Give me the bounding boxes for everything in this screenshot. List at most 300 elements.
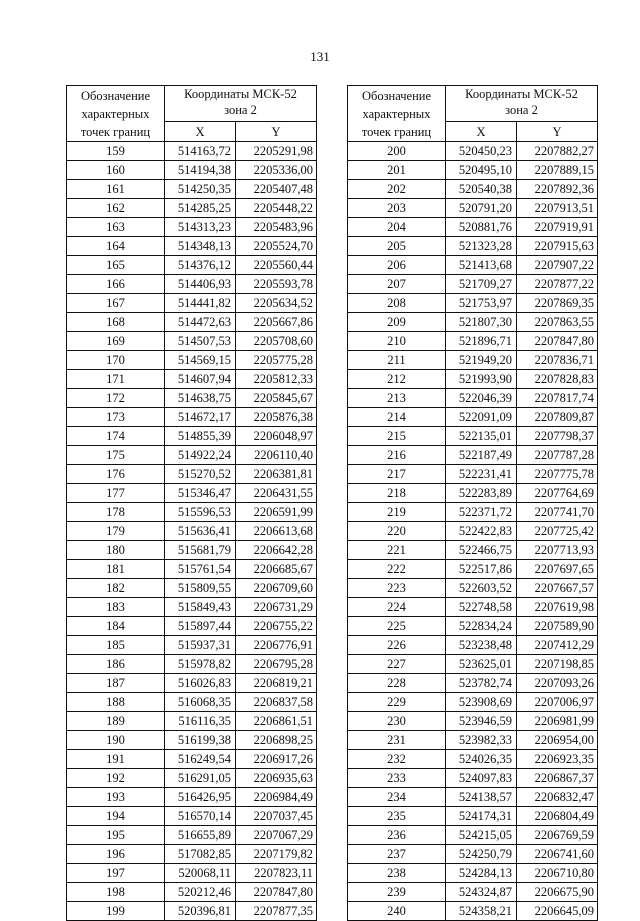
table-row [67, 845, 317, 864]
point-number-cell: 210 [348, 332, 446, 351]
point-number-cell: 177 [67, 484, 165, 503]
x-coordinate-cell: 515346,47 [165, 484, 236, 503]
table-row [67, 712, 317, 731]
x-coordinate-cell: 514348,13 [165, 237, 236, 256]
x-coordinate-cell: 516291,05 [165, 769, 236, 788]
x-coordinate-cell: 514922,24 [165, 446, 236, 465]
y-coordinate-cell: 2207847,80 [236, 883, 317, 902]
point-number-cell: 197 [67, 864, 165, 883]
point-number-cell: 161 [67, 180, 165, 199]
table-row [67, 199, 317, 218]
x-coordinate-cell: 524358,21 [446, 902, 517, 921]
table-row [67, 142, 317, 161]
header-point-line: характерных [362, 107, 431, 121]
table-row [67, 522, 317, 541]
x-coordinate-cell: 524215,05 [446, 826, 517, 845]
x-coordinate-cell: 522834,24 [446, 617, 517, 636]
x-coordinate-cell: 514507,53 [165, 332, 236, 351]
header-system-line: зона 2 [505, 103, 538, 117]
x-coordinate-cell: 522135,01 [446, 427, 517, 446]
point-number-cell: 221 [348, 541, 446, 560]
x-coordinate-cell: 522422,83 [446, 522, 517, 541]
point-number-cell: 174 [67, 427, 165, 446]
y-coordinate-cell: 2205336,00 [236, 161, 317, 180]
x-coordinate-cell: 520396,81 [165, 902, 236, 921]
y-coordinate-cell: 2206917,26 [236, 750, 317, 769]
table-row [67, 541, 317, 560]
point-number-cell: 179 [67, 522, 165, 541]
x-coordinate-cell: 515636,41 [165, 522, 236, 541]
x-coordinate-cell: 521753,97 [446, 294, 517, 313]
x-coordinate-cell: 524324,87 [446, 883, 517, 902]
y-coordinate-cell: 2207877,35 [236, 902, 317, 921]
table-row [67, 864, 317, 883]
y-coordinate-cell: 2205845,67 [236, 389, 317, 408]
x-coordinate-cell: 516068,35 [165, 693, 236, 712]
header-x: X [165, 122, 236, 142]
point-number-cell: 215 [348, 427, 446, 446]
x-coordinate-cell: 514569,15 [165, 351, 236, 370]
table-row [67, 389, 317, 408]
x-coordinate-cell: 523982,33 [446, 731, 517, 750]
x-coordinate-cell: 521896,71 [446, 332, 517, 351]
table-row [348, 788, 598, 807]
y-coordinate-cell: 2207725,42 [517, 522, 598, 541]
y-coordinate-cell: 2206984,49 [236, 788, 317, 807]
point-number-cell: 171 [67, 370, 165, 389]
table-row [67, 465, 317, 484]
point-number-cell: 199 [67, 902, 165, 921]
x-coordinate-cell: 524250,79 [446, 845, 517, 864]
y-coordinate-cell: 2205593,78 [236, 275, 317, 294]
table-row [348, 579, 598, 598]
table-row [67, 275, 317, 294]
y-coordinate-cell: 2206795,28 [236, 655, 317, 674]
table-row [67, 788, 317, 807]
y-coordinate-cell: 2207889,15 [517, 161, 598, 180]
page-number: 131 [310, 49, 330, 64]
x-coordinate-cell: 514607,94 [165, 370, 236, 389]
point-number-cell: 230 [348, 712, 446, 731]
table-body-left [67, 142, 317, 921]
point-number-cell: 183 [67, 598, 165, 617]
point-number-cell: 204 [348, 218, 446, 237]
x-coordinate-cell: 523625,01 [446, 655, 517, 674]
table-row [67, 617, 317, 636]
table-row [348, 275, 598, 294]
table-row [348, 237, 598, 256]
y-coordinate-cell: 2206741,60 [517, 845, 598, 864]
y-coordinate-cell: 2205483,96 [236, 218, 317, 237]
x-coordinate-cell: 520791,20 [446, 199, 517, 218]
point-number-cell: 194 [67, 807, 165, 826]
table-row [67, 826, 317, 845]
y-coordinate-cell: 2207836,71 [517, 351, 598, 370]
table-row [348, 332, 598, 351]
table-row [67, 769, 317, 788]
point-number-cell: 185 [67, 636, 165, 655]
y-coordinate-cell: 2207877,22 [517, 275, 598, 294]
point-number-cell: 223 [348, 579, 446, 598]
point-number-cell: 165 [67, 256, 165, 275]
y-coordinate-cell: 2206898,25 [236, 731, 317, 750]
point-number-cell: 168 [67, 313, 165, 332]
y-coordinate-cell: 2205560,44 [236, 256, 317, 275]
point-number-cell: 214 [348, 408, 446, 427]
point-number-cell: 238 [348, 864, 446, 883]
table-row [348, 351, 598, 370]
x-coordinate-cell: 515596,53 [165, 503, 236, 522]
x-coordinate-cell: 524097,83 [446, 769, 517, 788]
x-coordinate-cell: 520450,23 [446, 142, 517, 161]
point-number-cell: 225 [348, 617, 446, 636]
y-coordinate-cell: 2206709,60 [236, 579, 317, 598]
y-coordinate-cell: 2207817,74 [517, 389, 598, 408]
point-number-cell: 232 [348, 750, 446, 769]
table-row [67, 883, 317, 902]
table-row [348, 902, 598, 921]
point-number-cell: 196 [67, 845, 165, 864]
point-number-cell: 228 [348, 674, 446, 693]
y-coordinate-cell: 2206613,68 [236, 522, 317, 541]
x-coordinate-cell: 524284,13 [446, 864, 517, 883]
y-coordinate-cell: 2206048,97 [236, 427, 317, 446]
x-coordinate-cell: 520881,76 [446, 218, 517, 237]
x-coordinate-cell: 515681,79 [165, 541, 236, 560]
point-number-cell: 198 [67, 883, 165, 902]
header-x: X [446, 122, 517, 142]
y-coordinate-cell: 2206981,99 [517, 712, 598, 731]
y-coordinate-cell: 2205634,52 [236, 294, 317, 313]
header-point-label [67, 86, 165, 142]
y-coordinate-cell: 2207619,98 [517, 598, 598, 617]
x-coordinate-cell: 514194,38 [165, 161, 236, 180]
y-coordinate-cell: 2206954,00 [517, 731, 598, 750]
x-coordinate-cell: 522517,86 [446, 560, 517, 579]
point-number-cell: 202 [348, 180, 446, 199]
x-coordinate-cell: 522046,39 [446, 389, 517, 408]
y-coordinate-cell: 2207823,11 [236, 864, 317, 883]
table-row [348, 826, 598, 845]
table-row [67, 161, 317, 180]
point-number-cell: 159 [67, 142, 165, 161]
point-number-cell: 188 [67, 693, 165, 712]
x-coordinate-cell: 522187,49 [446, 446, 517, 465]
x-coordinate-cell: 515270,52 [165, 465, 236, 484]
table-row [348, 313, 598, 332]
point-number-cell: 213 [348, 389, 446, 408]
y-coordinate-cell: 2205524,70 [236, 237, 317, 256]
y-coordinate-cell: 2207198,85 [517, 655, 598, 674]
y-coordinate-cell: 2206804,49 [517, 807, 598, 826]
table-row [348, 218, 598, 237]
table-row [348, 408, 598, 427]
table-row [67, 408, 317, 427]
y-coordinate-cell: 2207589,90 [517, 617, 598, 636]
point-number-cell: 239 [348, 883, 446, 902]
x-coordinate-cell: 522371,72 [446, 503, 517, 522]
point-number-cell: 212 [348, 370, 446, 389]
point-number-cell: 207 [348, 275, 446, 294]
table-row [348, 731, 598, 750]
point-number-cell: 233 [348, 769, 446, 788]
table-row [348, 256, 598, 275]
y-coordinate-cell: 2207037,45 [236, 807, 317, 826]
point-number-cell: 162 [67, 199, 165, 218]
x-coordinate-cell: 523908,69 [446, 693, 517, 712]
point-number-cell: 193 [67, 788, 165, 807]
y-coordinate-cell: 2205876,38 [236, 408, 317, 427]
table-row [67, 902, 317, 921]
point-number-cell: 192 [67, 769, 165, 788]
point-number-cell: 227 [348, 655, 446, 674]
y-coordinate-cell: 2206832,47 [517, 788, 598, 807]
y-coordinate-cell: 2207741,70 [517, 503, 598, 522]
x-coordinate-cell: 520495,10 [446, 161, 517, 180]
table-row [348, 446, 598, 465]
y-coordinate-cell: 2206642,28 [236, 541, 317, 560]
point-number-cell: 226 [348, 636, 446, 655]
point-number-cell: 175 [67, 446, 165, 465]
y-coordinate-cell: 2205291,98 [236, 142, 317, 161]
y-coordinate-cell: 2206923,35 [517, 750, 598, 769]
y-coordinate-cell: 2206110,40 [236, 446, 317, 465]
point-number-cell: 191 [67, 750, 165, 769]
x-coordinate-cell: 521709,27 [446, 275, 517, 294]
point-number-cell: 163 [67, 218, 165, 237]
x-coordinate-cell: 514313,23 [165, 218, 236, 237]
table-row [348, 465, 598, 484]
table-row [348, 180, 598, 199]
point-number-cell: 220 [348, 522, 446, 541]
x-coordinate-cell: 521413,68 [446, 256, 517, 275]
x-coordinate-cell: 514376,12 [165, 256, 236, 275]
header-point-line: Обозначение [361, 89, 432, 103]
table-row [348, 845, 598, 864]
point-number-cell: 217 [348, 465, 446, 484]
y-coordinate-cell: 2206935,63 [236, 769, 317, 788]
table-row [348, 712, 598, 731]
x-coordinate-cell: 514406,93 [165, 275, 236, 294]
table-row [348, 370, 598, 389]
y-coordinate-cell: 2206710,80 [517, 864, 598, 883]
x-coordinate-cell: 515978,82 [165, 655, 236, 674]
point-number-cell: 160 [67, 161, 165, 180]
table-row [348, 522, 598, 541]
table-row [67, 636, 317, 655]
table-row [67, 332, 317, 351]
y-coordinate-cell: 2206776,91 [236, 636, 317, 655]
point-number-cell: 237 [348, 845, 446, 864]
table-row [348, 617, 598, 636]
y-coordinate-cell: 2205775,28 [236, 351, 317, 370]
table-row [67, 598, 317, 617]
x-coordinate-cell: 516426,95 [165, 788, 236, 807]
y-coordinate-cell: 2207713,93 [517, 541, 598, 560]
table-row [67, 256, 317, 275]
x-coordinate-cell: 521323,28 [446, 237, 517, 256]
y-coordinate-cell: 2205407,48 [236, 180, 317, 199]
table-row [67, 503, 317, 522]
table-row [348, 655, 598, 674]
point-number-cell: 216 [348, 446, 446, 465]
table-row [348, 294, 598, 313]
y-coordinate-cell: 2206685,67 [236, 560, 317, 579]
table-row [67, 446, 317, 465]
y-coordinate-cell: 2206867,37 [517, 769, 598, 788]
x-coordinate-cell: 516570,14 [165, 807, 236, 826]
header-system-line: Координаты МСК-52 [465, 87, 578, 101]
y-coordinate-cell: 2207863,55 [517, 313, 598, 332]
x-coordinate-cell: 514672,17 [165, 408, 236, 427]
y-coordinate-cell: 2206591,99 [236, 503, 317, 522]
header-point-line: характерных [81, 107, 150, 121]
y-coordinate-cell: 2207915,63 [517, 237, 598, 256]
x-coordinate-cell: 515761,54 [165, 560, 236, 579]
point-number-cell: 186 [67, 655, 165, 674]
x-coordinate-cell: 515897,44 [165, 617, 236, 636]
point-number-cell: 170 [67, 351, 165, 370]
table-row [348, 560, 598, 579]
table-row [348, 883, 598, 902]
x-coordinate-cell: 516199,38 [165, 731, 236, 750]
table-row [348, 693, 598, 712]
table-row [67, 351, 317, 370]
table-row [348, 161, 598, 180]
point-number-cell: 234 [348, 788, 446, 807]
y-coordinate-cell: 2207093,26 [517, 674, 598, 693]
x-coordinate-cell: 521949,20 [446, 351, 517, 370]
y-coordinate-cell: 2207828,83 [517, 370, 598, 389]
point-number-cell: 205 [348, 237, 446, 256]
x-coordinate-cell: 514855,39 [165, 427, 236, 446]
x-coordinate-cell: 522283,89 [446, 484, 517, 503]
table-row [348, 503, 598, 522]
point-number-cell: 235 [348, 807, 446, 826]
x-coordinate-cell: 516026,83 [165, 674, 236, 693]
y-coordinate-cell: 2207067,29 [236, 826, 317, 845]
x-coordinate-cell: 523238,48 [446, 636, 517, 655]
y-coordinate-cell: 2207892,36 [517, 180, 598, 199]
x-coordinate-cell: 524138,57 [446, 788, 517, 807]
x-coordinate-cell: 522603,52 [446, 579, 517, 598]
y-coordinate-cell: 2207764,69 [517, 484, 598, 503]
point-number-cell: 173 [67, 408, 165, 427]
x-coordinate-cell: 520540,38 [446, 180, 517, 199]
coordinates-table-right [347, 85, 598, 921]
table-row [348, 750, 598, 769]
y-coordinate-cell: 2206645,09 [517, 902, 598, 921]
x-coordinate-cell: 514472,63 [165, 313, 236, 332]
x-coordinate-cell: 521807,30 [446, 313, 517, 332]
x-coordinate-cell: 514163,72 [165, 142, 236, 161]
y-coordinate-cell: 2206861,51 [236, 712, 317, 731]
header-system-line: Координаты МСК-52 [184, 87, 297, 101]
y-coordinate-cell: 2206769,59 [517, 826, 598, 845]
point-number-cell: 176 [67, 465, 165, 484]
point-number-cell: 203 [348, 199, 446, 218]
header-point-line: точек границ [80, 125, 151, 139]
table-row [348, 484, 598, 503]
header-y: Y [517, 122, 598, 142]
header-coordinate-system [165, 86, 317, 122]
point-number-cell: 167 [67, 294, 165, 313]
x-coordinate-cell: 520212,46 [165, 883, 236, 902]
table-row [67, 237, 317, 256]
y-coordinate-cell: 2207179,82 [236, 845, 317, 864]
y-coordinate-cell: 2207787,28 [517, 446, 598, 465]
header-system-line: зона 2 [224, 103, 257, 117]
table-row [348, 389, 598, 408]
y-coordinate-cell: 2206675,90 [517, 883, 598, 902]
table-row [67, 484, 317, 503]
point-number-cell: 206 [348, 256, 446, 275]
point-number-cell: 240 [348, 902, 446, 921]
table-row [67, 693, 317, 712]
y-coordinate-cell: 2205708,60 [236, 332, 317, 351]
y-coordinate-cell: 2205812,33 [236, 370, 317, 389]
point-number-cell: 180 [67, 541, 165, 560]
y-coordinate-cell: 2207798,37 [517, 427, 598, 446]
table-row [67, 370, 317, 389]
table-row [67, 313, 317, 332]
y-coordinate-cell: 2207882,27 [517, 142, 598, 161]
x-coordinate-cell: 514441,82 [165, 294, 236, 313]
x-coordinate-cell: 515849,43 [165, 598, 236, 617]
point-number-cell: 178 [67, 503, 165, 522]
x-coordinate-cell: 516655,89 [165, 826, 236, 845]
x-coordinate-cell: 514285,25 [165, 199, 236, 218]
y-coordinate-cell: 2207913,51 [517, 199, 598, 218]
y-coordinate-cell: 2205667,86 [236, 313, 317, 332]
y-coordinate-cell: 2207412,29 [517, 636, 598, 655]
table-row [348, 864, 598, 883]
table-row [67, 674, 317, 693]
x-coordinate-cell: 524174,31 [446, 807, 517, 826]
x-coordinate-cell: 522231,41 [446, 465, 517, 484]
y-coordinate-cell: 2207667,57 [517, 579, 598, 598]
table-row [348, 142, 598, 161]
x-coordinate-cell: 514638,75 [165, 389, 236, 408]
y-coordinate-cell: 2207907,22 [517, 256, 598, 275]
x-coordinate-cell: 522748,58 [446, 598, 517, 617]
y-coordinate-cell: 2207919,91 [517, 218, 598, 237]
x-coordinate-cell: 521993,90 [446, 370, 517, 389]
table-row [348, 636, 598, 655]
x-coordinate-cell: 516116,35 [165, 712, 236, 731]
point-number-cell: 184 [67, 617, 165, 636]
coordinates-table-left [66, 85, 317, 921]
point-number-cell: 209 [348, 313, 446, 332]
point-number-cell: 224 [348, 598, 446, 617]
point-number-cell: 195 [67, 826, 165, 845]
y-coordinate-cell: 2207869,35 [517, 294, 598, 313]
y-coordinate-cell: 2207697,65 [517, 560, 598, 579]
y-coordinate-cell: 2207006,97 [517, 693, 598, 712]
point-number-cell: 219 [348, 503, 446, 522]
y-coordinate-cell: 2206837,58 [236, 693, 317, 712]
point-number-cell: 200 [348, 142, 446, 161]
point-number-cell: 222 [348, 560, 446, 579]
table-row [67, 579, 317, 598]
point-number-cell: 236 [348, 826, 446, 845]
point-number-cell: 181 [67, 560, 165, 579]
x-coordinate-cell: 515809,55 [165, 579, 236, 598]
table-row [348, 541, 598, 560]
x-coordinate-cell: 514250,35 [165, 180, 236, 199]
header-point-line: Обозначение [80, 89, 151, 103]
point-number-cell: 169 [67, 332, 165, 351]
